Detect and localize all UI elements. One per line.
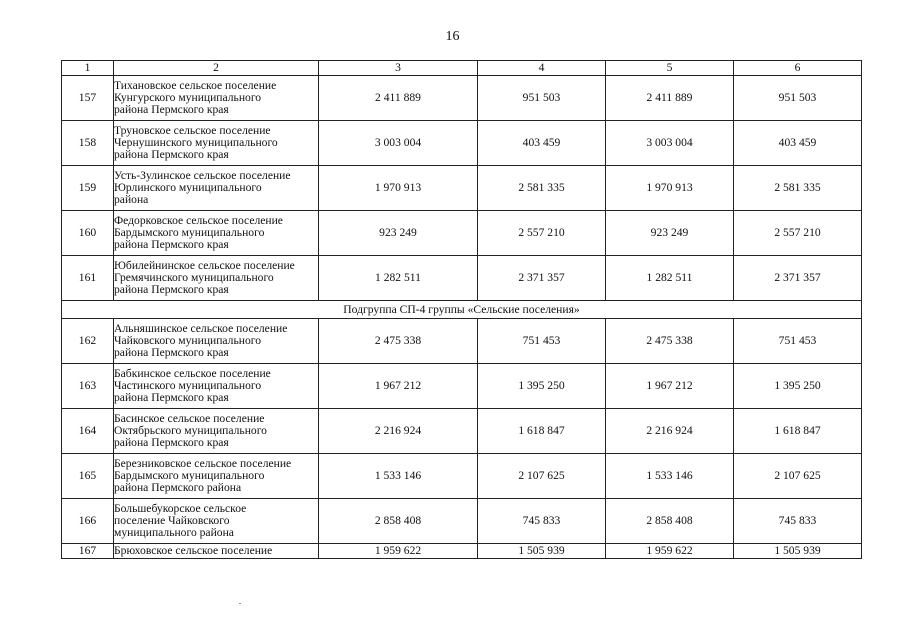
subgroup-title: Подгруппа СП-4 группы «Сельские поселения»: [62, 301, 862, 319]
value-col-4: 745 833: [478, 499, 606, 544]
table-row: [62, 166, 862, 211]
table-row: [62, 499, 862, 544]
col-header-4: 4: [478, 61, 606, 76]
value-col-5: 3 003 004: [606, 121, 734, 166]
col-header-1: 1: [62, 61, 114, 76]
value-col-3: 1 970 913: [319, 166, 478, 211]
row-number: 162: [62, 319, 114, 364]
value-col-6: 751 453: [734, 319, 862, 364]
value-col-3: 1 533 146: [319, 454, 478, 499]
value-col-4: 951 503: [478, 76, 606, 121]
value-col-3: 2 411 889: [319, 76, 478, 121]
row-number: 160: [62, 211, 114, 256]
page-number: 16: [445, 29, 460, 44]
value-col-4: 1 505 939: [478, 544, 606, 559]
row-number: 159: [62, 166, 114, 211]
value-col-3: 923 249: [319, 211, 478, 256]
value-col-5: 923 249: [606, 211, 734, 256]
scan-speck: [239, 603, 241, 604]
value-col-5: 1 970 913: [606, 166, 734, 211]
budget-table: [61, 60, 862, 559]
settlement-name: [114, 544, 319, 559]
value-col-4: 2 371 357: [478, 256, 606, 301]
settlement-name: [114, 211, 319, 256]
value-col-5: 1 967 212: [606, 364, 734, 409]
value-col-6: 403 459: [734, 121, 862, 166]
row-number: 157: [62, 76, 114, 121]
value-col-6: 1 618 847: [734, 409, 862, 454]
subgroup-section: [62, 301, 862, 319]
value-col-6: 2 581 335: [734, 166, 862, 211]
settlement-name-text: Бабкинское сельское поселение Частинского муниципального района Пермского края: [114, 367, 271, 404]
value-col-6: 1 395 250: [734, 364, 862, 409]
value-col-3: 1 959 622: [319, 544, 478, 559]
value-col-4: 2 581 335: [478, 166, 606, 211]
settlement-name: [114, 121, 319, 166]
table-row: [62, 544, 862, 559]
value-col-6: 745 833: [734, 499, 862, 544]
value-col-5: 2 858 408: [606, 499, 734, 544]
value-col-4: 2 107 625: [478, 454, 606, 499]
settlement-name-text: Тихановское сельское поселение Кунгурского муниципального района Пермского края: [114, 79, 277, 116]
value-col-3: 2 858 408: [319, 499, 478, 544]
row-number: 167: [62, 544, 114, 559]
value-col-3: 2 216 924: [319, 409, 478, 454]
settlement-name: [114, 319, 319, 364]
value-col-4: 751 453: [478, 319, 606, 364]
settlement-name-text: Федорковское сельское поселение Бардымского муниципального района Пермского края: [114, 214, 283, 251]
table-row: [62, 319, 862, 364]
settlement-name: [114, 76, 319, 121]
row-number: 161: [62, 256, 114, 301]
settlement-name-text: Усть-Зулинское сельское поселение Юрлинского муниципального района: [114, 169, 291, 206]
value-col-3: 2 475 338: [319, 319, 478, 364]
row-number: 166: [62, 499, 114, 544]
settlement-name: [114, 256, 319, 301]
settlement-name-text: Юбилейнинское сельское поселение Гремячинского муниципального района Пермского края: [114, 259, 295, 296]
value-col-4: 403 459: [478, 121, 606, 166]
value-col-6: 2 107 625: [734, 454, 862, 499]
table-row: [62, 256, 862, 301]
settlement-name: [114, 499, 319, 544]
table-row: [62, 76, 862, 121]
value-col-5: 2 411 889: [606, 76, 734, 121]
value-col-3: 1 967 212: [319, 364, 478, 409]
table-row: [62, 211, 862, 256]
value-col-5: 2 216 924: [606, 409, 734, 454]
table-body-group-3: [62, 76, 862, 301]
settlement-name-text: Брюховское сельское поселение: [114, 544, 273, 557]
settlement-name-text: Труновское сельское поселение Чернушинского муниципального района Пермского края: [114, 124, 278, 161]
value-col-4: 1 395 250: [478, 364, 606, 409]
row-number: 158: [62, 121, 114, 166]
row-number: 164: [62, 409, 114, 454]
table-row: [62, 121, 862, 166]
col-header-5: 5: [606, 61, 734, 76]
table-row: [62, 364, 862, 409]
value-col-5: 1 282 511: [606, 256, 734, 301]
settlement-name: [114, 364, 319, 409]
col-header-3: 3: [319, 61, 478, 76]
settlement-name: [114, 409, 319, 454]
value-col-6: 2 557 210: [734, 211, 862, 256]
value-col-4: 1 618 847: [478, 409, 606, 454]
col-header-2: 2: [114, 61, 319, 76]
settlement-name-text: Березниковское сельское поселение Бардымского муниципального района Пермского района: [114, 457, 292, 494]
value-col-6: 951 503: [734, 76, 862, 121]
table-body-group-4: [62, 319, 862, 559]
value-col-4: 2 557 210: [478, 211, 606, 256]
settlement-name-text: Альняшинское сельское поселение Чайковского муниципального района Пермского края: [114, 322, 288, 359]
row-number: 165: [62, 454, 114, 499]
settlement-name-text: Басинское сельское поселение Октябрьского муниципального района Пермского края: [114, 412, 267, 449]
settlement-name-text: Большебукорское сельское поселение Чайковского муниципального района: [114, 502, 247, 539]
row-number: 163: [62, 364, 114, 409]
header-row: [62, 61, 862, 76]
table-row: [62, 454, 862, 499]
value-col-5: 1 533 146: [606, 454, 734, 499]
value-col-6: 2 371 357: [734, 256, 862, 301]
value-col-6: 1 505 939: [734, 544, 862, 559]
value-col-5: 1 959 622: [606, 544, 734, 559]
settlement-name: [114, 166, 319, 211]
settlement-name: [114, 454, 319, 499]
value-col-3: 1 282 511: [319, 256, 478, 301]
table-row: [62, 409, 862, 454]
col-header-6: 6: [734, 61, 862, 76]
value-col-3: 3 003 004: [319, 121, 478, 166]
subgroup-row: [62, 301, 862, 319]
value-col-5: 2 475 338: [606, 319, 734, 364]
